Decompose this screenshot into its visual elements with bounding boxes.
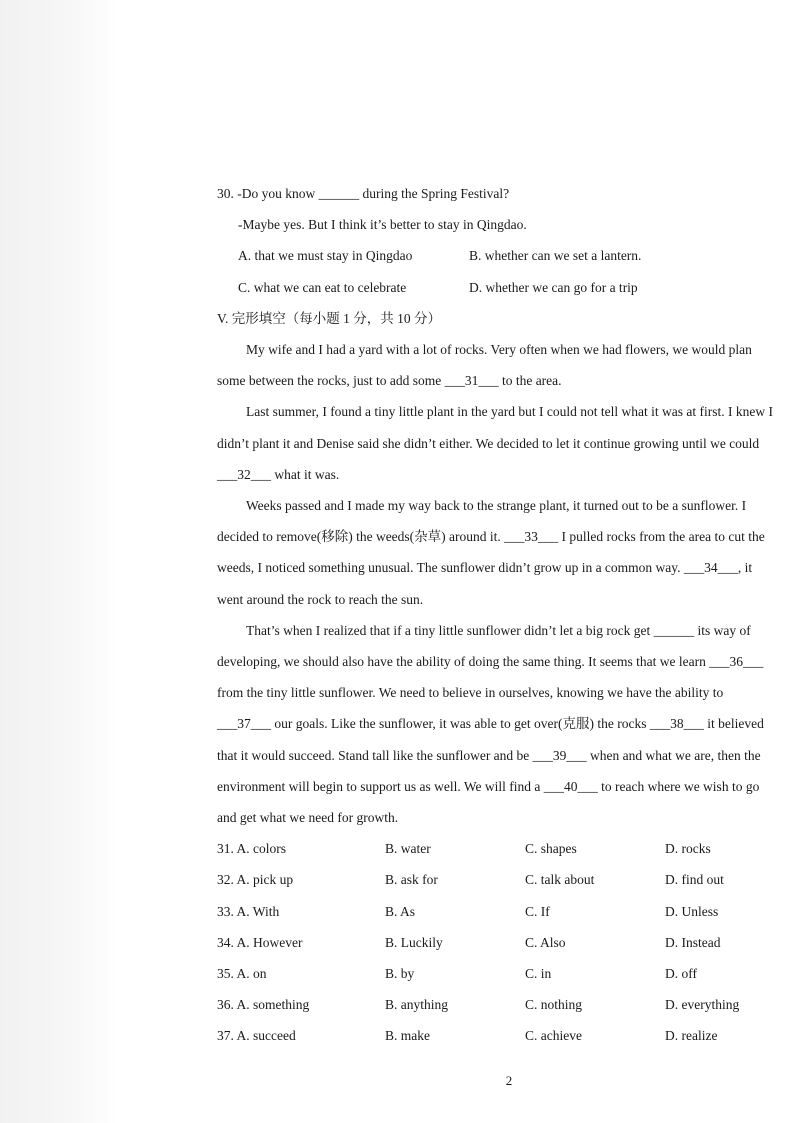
option-35-c: C. in (525, 966, 552, 982)
option-33-a: 33. A. With (217, 903, 280, 919)
option-31-b: B. water (385, 841, 431, 857)
option-31-c: C. shapes (525, 841, 577, 857)
question-30-option-b: B. whether can we set a lantern. (469, 248, 642, 264)
option-37-c: C. achieve (525, 1028, 582, 1044)
passage-line: Last summer, I found a tiny little plant in the yard but I could not tell what it was at first. I knew I (246, 404, 773, 420)
option-32-c: C. talk about (525, 872, 595, 888)
option-35-b: B. by (385, 966, 415, 982)
passage-line: went around the rock to reach the sun. (217, 591, 424, 607)
option-33-d: D. Unless (665, 903, 719, 919)
exam-page (217, 178, 794, 1052)
option-36-c: C. nothing (525, 997, 583, 1013)
option-32-a: 32. A. pick up (217, 872, 294, 888)
question-30-options-row-1 (217, 240, 794, 271)
question-30-option-c: C. what we can eat to celebrate (238, 279, 407, 295)
scan-edge-shadow (0, 0, 118, 1123)
option-37-a: 37. A. succeed (217, 1028, 296, 1044)
option-32-d: D. find out (665, 872, 724, 888)
passage-line: That’s when I realized that if a tiny little sunflower didn’t let a big rock get ______ its way of (246, 622, 751, 638)
cloze-option-row-36 (217, 989, 794, 1020)
cloze-option-row-31 (217, 833, 794, 864)
question-30 (217, 178, 794, 303)
passage-line: My wife and I had a yard with a lot of rocks. Very often when we had flowers, we would plan (246, 342, 752, 358)
passage-line: weeds, I noticed something unusual. The sunflower didn’t grow up in a common way. ___34___, it (217, 560, 753, 576)
passage-line: didn’t plant it and Denise said she didn’t either. We decided to let it continue growing until we could (217, 435, 760, 451)
question-30-options-row-2 (217, 272, 794, 303)
passage-line: environment will begin to support us as well. We will find a ___40___ to reach where we wish to go (217, 778, 760, 794)
page-number: 2 (505, 1073, 513, 1088)
option-36-a: 36. A. something (217, 997, 310, 1013)
option-33-c: C. If (525, 903, 550, 919)
option-34-b: B. Luckily (385, 934, 443, 950)
passage-line: Weeks passed and I made my way back to the strange plant, it turned out to be a sunflower. I (246, 498, 747, 514)
option-35-a: 35. A. on (217, 966, 267, 982)
option-36-b: B. anything (385, 997, 448, 1013)
passage-line: ___32___ what it was. (217, 466, 340, 482)
passage-line: from the tiny little sunflower. We need to believe in ourselves, knowing we have the ability to (217, 685, 724, 701)
question-30-stem: 30. -Do you know ______ during the Spring Festival? (217, 186, 510, 201)
passage-line: some between the rocks, just to add some ___31___ to the area. (217, 373, 562, 389)
cloze-option-row-35 (217, 958, 794, 989)
passage-line: ___37___ our goals. Like the sunflower, it was able to get over(克服) the rocks ___38___ it believed (217, 716, 764, 732)
passage-line: developing, we should also have the ability of doing the same thing. It seems that we learn ___36___ (217, 654, 764, 670)
cloze-options (217, 833, 794, 1051)
cloze-option-row-34 (217, 927, 794, 958)
question-30-reply: -Maybe yes. But I think it’s better to stay in Qingdao. (238, 217, 527, 233)
passage-line: that it would succeed. Stand tall like the sunflower and be ___39___ when and what we are, then the (217, 747, 761, 763)
option-31-a: 31. A. colors (217, 841, 286, 857)
option-37-b: B. make (385, 1028, 430, 1044)
cloze-option-row-33 (217, 896, 794, 927)
passage-line: and get what we need for growth. (217, 810, 399, 826)
section-heading: V. 完形填空（每小题 1 分，共 10 分） (217, 310, 442, 326)
option-35-d: D. off (665, 966, 697, 982)
cloze-option-row-32 (217, 864, 794, 895)
option-31-d: D. rocks (665, 841, 711, 857)
option-34-a: 34. A. However (217, 934, 303, 950)
option-34-c: C. Also (525, 934, 566, 950)
cloze-option-row-37 (217, 1020, 794, 1051)
question-30-option-d: D. whether we can go for a trip (469, 279, 638, 295)
option-33-b: B. As (385, 903, 416, 919)
option-36-d: D. everything (665, 997, 740, 1013)
option-37-d: D. realize (665, 1028, 718, 1044)
option-32-b: B. ask for (385, 872, 438, 888)
passage-line: decided to remove(移除) the weeds(杂草) around it. ___33___ I pulled rocks from the area to cut the (217, 529, 765, 545)
option-34-d: D. Instead (665, 934, 721, 950)
question-30-option-a: A. that we must stay in Qingdao (238, 248, 413, 264)
cloze-passage (217, 334, 794, 833)
